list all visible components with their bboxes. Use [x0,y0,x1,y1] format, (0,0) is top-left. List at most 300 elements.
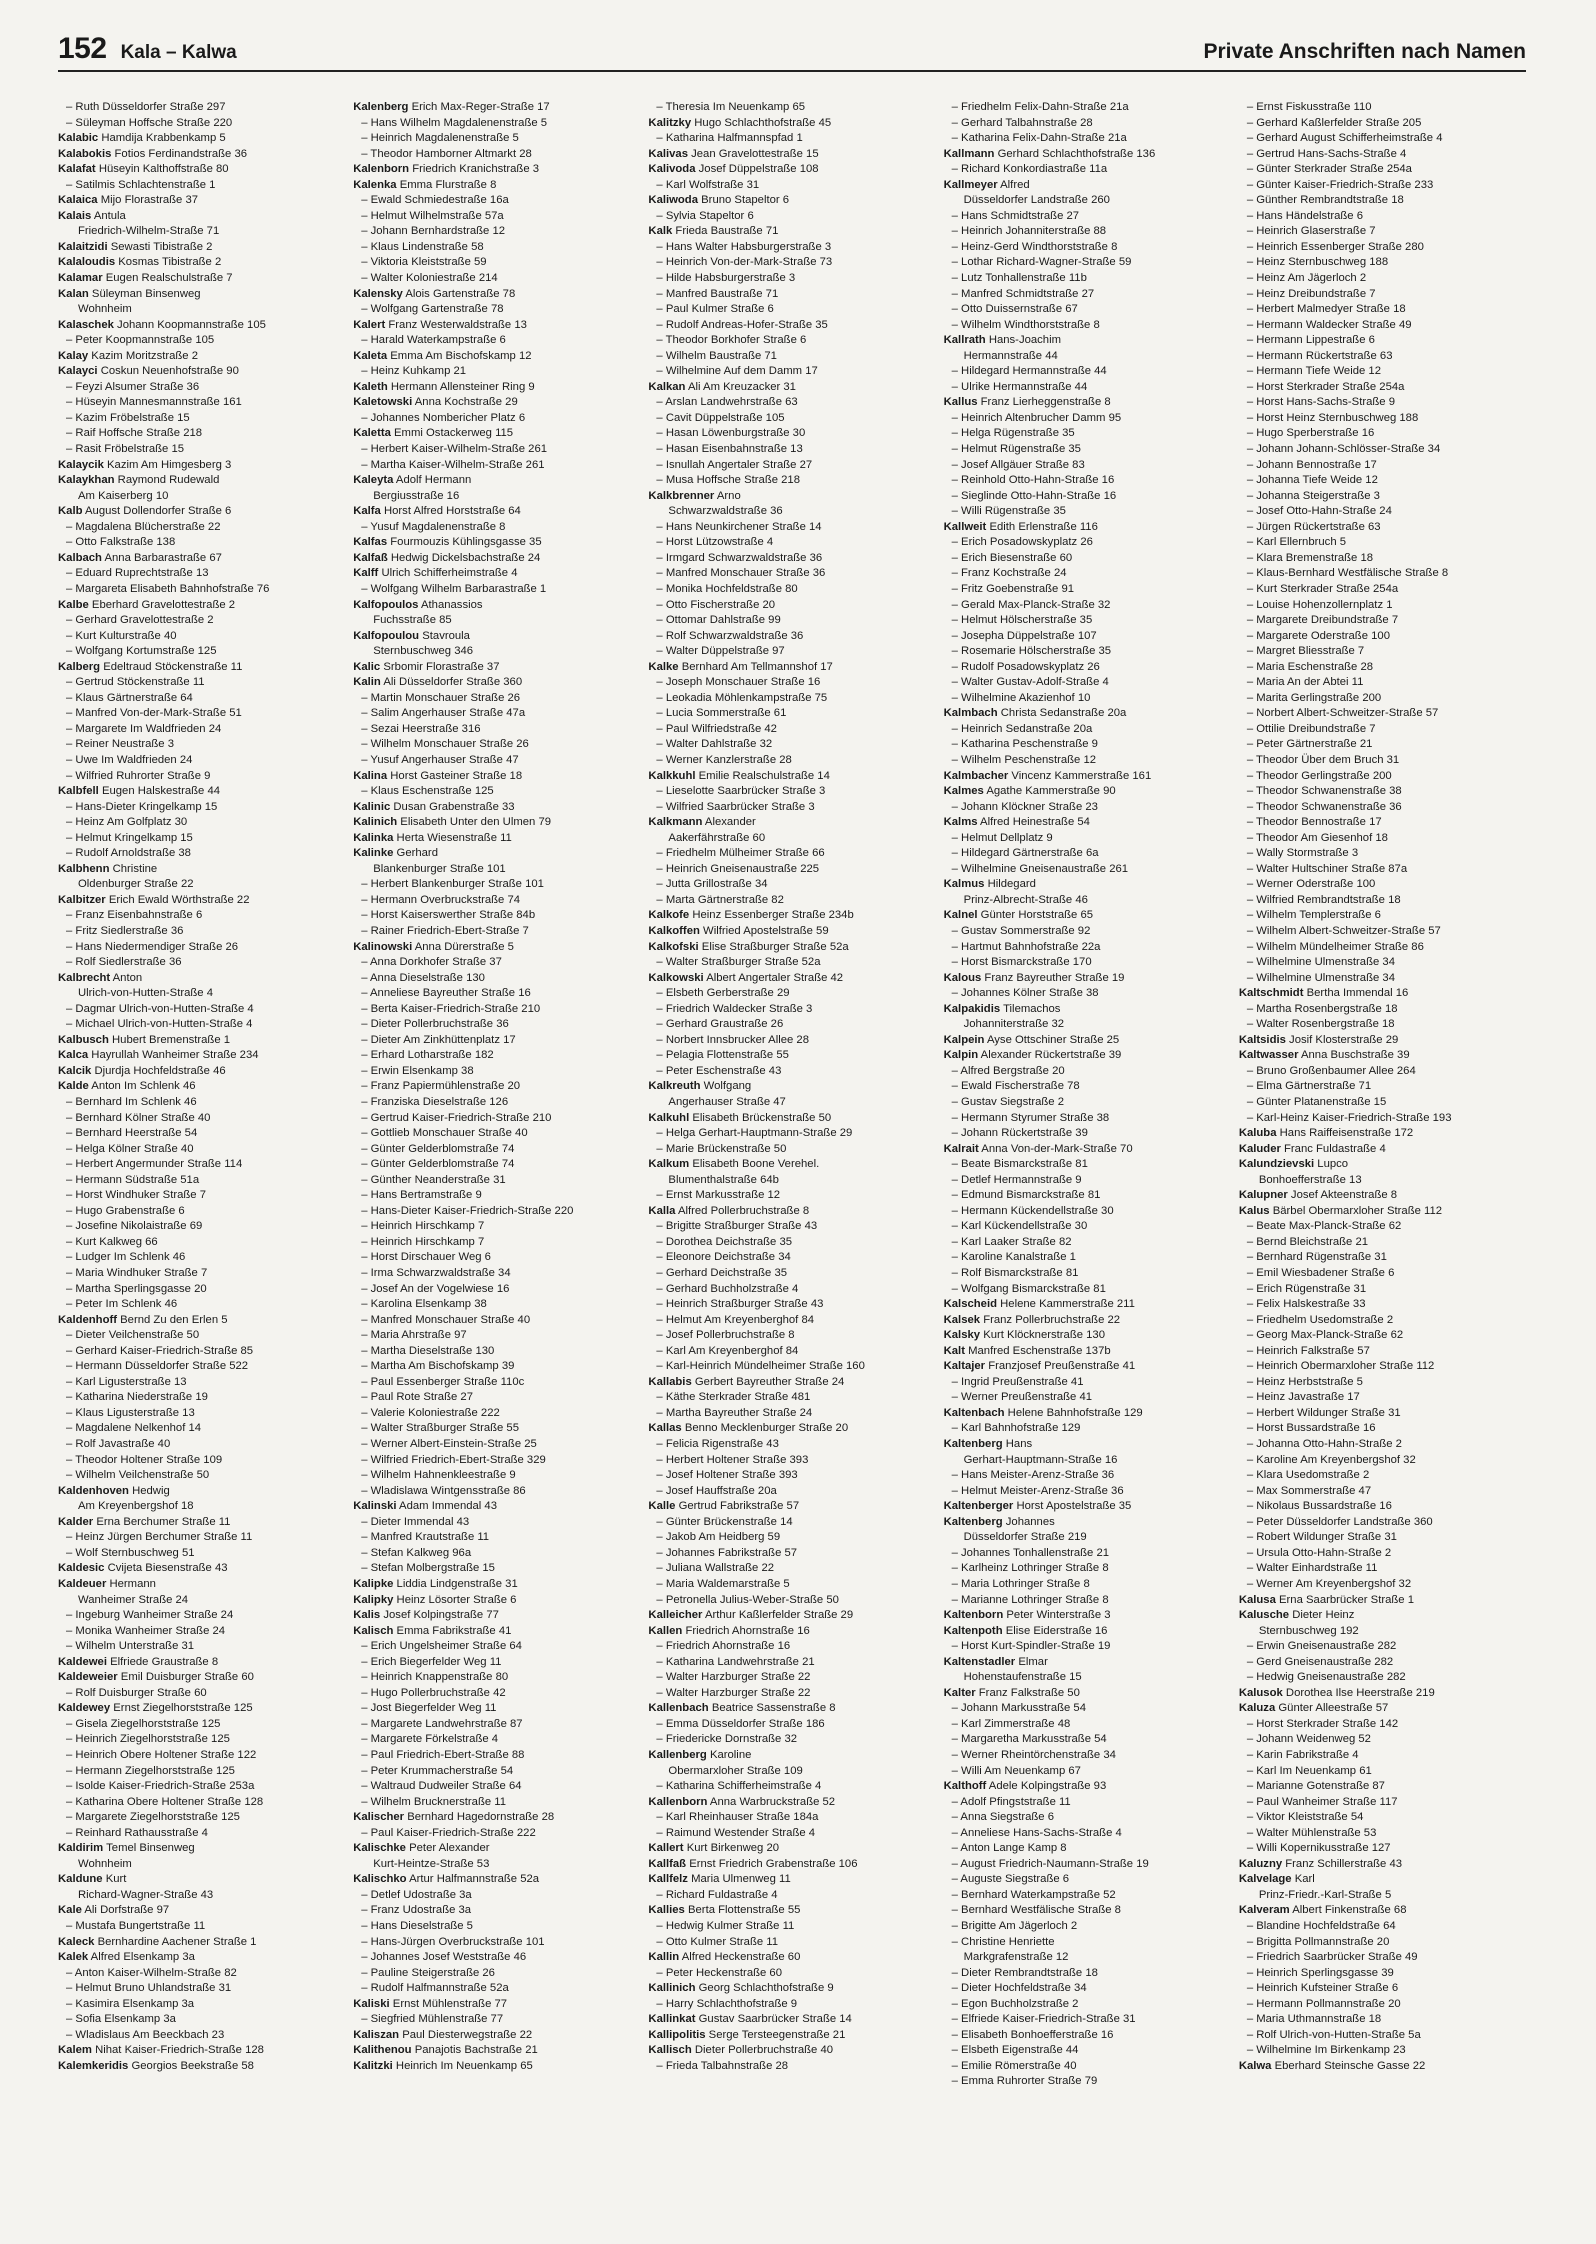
entry-details: – Johann Weidenweg 52 [1246,1733,1371,1746]
entry-details: – Robert Wildunger Straße 31 [1246,1531,1397,1544]
entry-details: Alexander [704,816,756,829]
entry-details: – Feyzi Alsumer Straße 36 [66,380,200,393]
entry-surname: Kalic [353,660,381,673]
entry-surname: Kaldenhoff [58,1313,117,1326]
directory-entry [944,1468,1231,1484]
entry-details: – Maria An der Abtei 11 [1246,676,1364,689]
entry-details: – Jutta Grillostraße 34 [656,878,768,891]
entry-details: Fourmouzis Kühlingsgasse 35 [390,536,542,549]
directory-entry [1239,1577,1526,1593]
directory-entry [648,737,935,753]
entry-details: – August Friedrich-Naumann-Straße 19 [951,1857,1149,1870]
entry-details: – Ewald Schmiedestraße 16a [361,194,509,207]
entry-details: – Karl Laaker Straße 82 [951,1235,1072,1248]
entry-details: Nihat Kaiser-Friedrich-Straße 128 [95,2044,264,2057]
directory-entry [353,349,640,365]
entry-details: – Karoline Kanalstraße 1 [951,1251,1076,1264]
entry-details: – Magdalene Nelkenhof 14 [66,1422,202,1435]
entry-details: Heinrich Im Neuenkamp 65 [395,2059,533,2072]
entry-details: – Rudolf Arnoldstraße 38 [66,847,191,860]
directory-entry [353,1017,640,1033]
entry-details: – Johanna Steigerstraße 3 [1246,489,1380,502]
directory-entry [1239,1344,1526,1360]
entry-surname: Kaltenstadler [943,1655,1016,1668]
entry-details: – Michael Ulrich-von-Hutten-Straße 4 [66,1018,253,1031]
entry-details: Franz Lierheggenstraße 8 [980,396,1111,409]
entry-details: – Wilfried Rembrandtstraße 18 [1246,893,1401,906]
entry-details: – Bernhard Heerstraße 54 [66,1127,198,1140]
directory-entry [353,1111,640,1127]
entry-details: Angerhauser Straße 47 [668,1096,786,1108]
entry-details: Emilie Realschulstraße 14 [698,769,830,782]
directory-entry [353,240,640,256]
directory-entry [353,1966,640,1982]
directory-entry [648,691,935,707]
entry-details: Anna Barbarastraße 67 [104,551,222,564]
directory-entry [944,1235,1231,1251]
directory-entry [1239,1359,1526,1375]
entry-details: Josef Düppelstraße 108 [698,163,819,176]
entry-details: – Rudolf Posadowskyplatz 26 [951,660,1100,673]
entry-details: – Felix Halskestraße 33 [1246,1298,1366,1311]
entry-details: Horst Apostelstraße 35 [1016,1500,1132,1513]
entry-details: – Helga Gerhart-Hauptmann-Straße 29 [656,1127,853,1140]
directory-entry [944,1421,1231,1437]
directory-entry [944,691,1231,707]
entry-details: – Gerhard Gravelottestraße 2 [66,614,214,627]
entry-details: – Manfred Baustraße 71 [656,287,779,300]
entry-details: – Willi Am Neuenkamp 67 [951,1764,1081,1777]
entry-details: – Rudolf Andreas-Hofer-Straße 35 [656,318,828,331]
entry-details: Franz Westerwaldstraße 13 [388,318,527,331]
directory-entry [58,1282,345,1298]
directory-entry [648,1204,935,1220]
directory-entry [1239,271,1526,287]
entry-surname: Kalbusch [58,1033,109,1046]
entry-details: Alfred Heinestraße 54 [980,816,1090,829]
entry-details: – Emil Wiesbadener Straße 6 [1246,1267,1395,1280]
entry-surname: Kalkmann [648,816,703,829]
entry-details: Hermann Allensteiner Ring 9 [390,380,535,393]
directory-entry [944,1919,1231,1935]
directory-entry [1239,644,1526,660]
entry-details: – Erich Ungelsheimer Straße 64 [361,1640,522,1653]
directory-entry [58,349,345,365]
directory-entry [353,1437,640,1453]
directory-entry [1239,1903,1526,1919]
entry-details: Horst Alfred Horststraße 64 [383,505,521,518]
directory-entry [1239,147,1526,163]
directory-entry [648,1017,935,1033]
entry-details: Emmi Ostackerweg 115 [394,427,514,440]
directory-entry [353,1686,640,1702]
directory-entry [648,644,935,660]
directory-entry [1239,240,1526,256]
directory-entry [944,489,1231,505]
directory-entry [58,2028,345,2044]
entry-details: – Margarete Im Waldfrieden 24 [66,722,222,735]
directory-entry [944,209,1231,225]
directory-entry [353,1173,640,1189]
directory-entry [1239,1841,1526,1857]
entry-details: – Manfred Monschauer Straße 40 [361,1313,531,1326]
entry-details: – Friedrich Waldecker Straße 3 [656,1002,813,1015]
directory-entry [353,1717,640,1733]
entry-details: Arno [716,489,741,502]
entry-details: – Kurt Kalkweg 66 [66,1235,158,1248]
directory-entry [944,613,1231,629]
directory-entry [58,520,345,536]
directory-entry [944,551,1231,567]
directory-entry [58,1981,345,1997]
directory-entry [1239,986,1526,1002]
entry-details: – Willi Rügenstraße 35 [951,505,1066,518]
entry-surname: Kaltenpoth [943,1624,1003,1637]
directory-entry [353,473,640,489]
entry-details: Ulrich-von-Hutten-Straße 4 [78,987,213,1000]
entry-details: – Heinrich Magdalenenstraße 5 [361,132,519,145]
entry-details: – Johannes Nombericher Platz 6 [361,411,526,424]
directory-entry [944,846,1231,862]
directory-entry [353,1235,640,1251]
entry-details: – Wladislaus Am Beeckbach 23 [66,2028,225,2041]
directory-entry [353,1188,640,1204]
entry-details: – Margarete Dreibundstraße 7 [1246,614,1399,627]
entry-details: – Detlef Hermannstraße 9 [951,1173,1082,1186]
directory-entry [944,660,1231,676]
directory-entry [1239,1966,1526,1982]
directory-entry [58,1484,345,1500]
entry-details: – Georg Max-Planck-Straße 62 [1246,1329,1404,1342]
directory-entry [58,1359,345,1375]
directory-entry [58,1950,345,1966]
entry-surname: Kallrath [943,334,986,347]
entry-details: Edith Erlenstraße 116 [989,520,1098,533]
directory-entry [58,1095,345,1111]
entry-surname: Kalin [353,676,381,689]
directory-entry [58,1546,345,1562]
directory-entry [944,1515,1231,1531]
directory-entry [353,1639,640,1655]
directory-entry [1239,1888,1526,1904]
entry-details: Anna Kochstraße 29 [414,396,518,409]
directory-entry [648,318,935,334]
directory-entry [353,1655,640,1671]
directory-entry [944,598,1231,614]
directory-entry [944,1701,1231,1717]
entry-details: – Karl Bahnhofstraße 129 [951,1422,1081,1435]
entry-details: – Elisabeth Bonhoefferstraße 16 [951,2028,1114,2041]
entry-details: – Willi Kopernikusstraße 127 [1246,1842,1391,1855]
directory-entry [58,1639,345,1655]
entry-details: – Manfred Monschauer Straße 36 [656,567,826,580]
directory-entry [944,2012,1231,2028]
entry-details: Aakerfährstraße 60 [668,831,766,844]
directory-entry [353,862,640,878]
directory-entry [1239,800,1526,816]
entry-details: – Margarete Landwehrstraße 87 [361,1717,523,1730]
entry-details: Benno Mecklenburger Straße 20 [684,1422,849,1435]
entry-details: Alfred Pollerbruchstraße 8 [677,1204,810,1217]
entry-surname: Kaliszan [353,2028,400,2041]
entry-details: – Max Sommerstraße 47 [1246,1484,1372,1497]
entry-details: – Katharina Landwehrstraße 21 [656,1655,815,1668]
entry-details: – Hilde Habsburgerstraße 3 [656,272,796,285]
directory-entry [353,1126,640,1142]
directory-entry [648,1048,935,1064]
entry-surname: Kalbhenn [58,862,110,875]
directory-entry [353,737,640,753]
entry-details: – Isnullah Angertaler Straße 27 [656,458,813,471]
entry-details: – Helga Rügenstraße 35 [951,427,1075,440]
entry-details: – Gerhard Kaßlerfelder Straße 205 [1246,116,1422,129]
entry-details: – Irma Schwarzwaldstraße 34 [361,1267,511,1280]
directory-entry [648,1997,935,2013]
entry-details: Ali Am Kreuzacker 31 [687,380,796,393]
entry-details: – Karl Am Kreyenberghof 84 [656,1344,799,1357]
directory-entry [1239,1701,1526,1717]
entry-details: – Otto Falkstraße 138 [66,536,176,549]
directory-entry [58,1235,345,1251]
entry-details: – Anneliese Bayreuther Straße 16 [361,987,531,1000]
directory-entry [353,1670,640,1686]
entry-details: – Karl Im Neuenkamp 61 [1246,1764,1372,1777]
directory-entry [648,629,935,645]
entry-surname: Kallipolitis [648,2028,706,2041]
directory-entry [58,1732,345,1748]
directory-entry [648,1219,935,1235]
entry-details: – Margarete Ziegelhorststraße 125 [66,1811,240,1824]
entry-surname: Kalina [353,769,388,782]
directory-entry [353,1079,640,1095]
entry-details: – Wilhelm Mündelheimer Straße 86 [1246,940,1424,953]
directory-entry [353,1950,640,1966]
directory-entry [648,380,935,396]
entry-details: Schwarzwaldstraße 36 [668,505,783,518]
entry-details: – Heinrich Hirschkamp 7 [361,1235,485,1248]
entry-details: – Ewald Fischerstraße 78 [951,1080,1080,1093]
entry-details: – Walter Mühlenstraße 53 [1246,1826,1377,1839]
entry-details: Hans-Joachim [988,334,1062,347]
entry-details: Ulrich Schifferheimstraße 4 [381,567,518,580]
directory-entry [648,831,935,847]
directory-entry [648,1966,935,1982]
entry-surname: Kallin [648,1951,680,1964]
directory-entry [944,193,1231,209]
entry-details: – Gerhard Talbahnstraße 28 [951,116,1093,129]
entry-details: Oldenburger Straße 22 [78,878,194,891]
entry-details: – Hermann Südstraße 51a [66,1173,200,1186]
directory-entry [353,1997,640,2013]
directory-entry [648,1748,935,1764]
directory-entry [944,1111,1231,1127]
entry-details: Friedrich Ahornstraße 16 [685,1624,810,1637]
entry-surname: Kalcik [58,1064,92,1077]
entry-surname: Kaleck [58,1935,95,1948]
entry-details: – Irmgard Schwarzwaldstraße 36 [656,551,823,564]
directory-entry [648,1624,935,1640]
entry-details: – Louise Hohenzollernplatz 1 [1246,598,1393,611]
entry-details: – Mustafa Bungertstraße 11 [66,1919,206,1932]
directory-entry [648,349,935,365]
entry-surname: Kalleicher [648,1609,703,1622]
entry-surname: Kalfa [353,505,381,518]
entry-details: – Dieter Pollerbruchstraße 36 [361,1018,509,1031]
entry-details: Elise Straßburger Straße 52a [701,940,849,953]
entry-details: Beatrice Sassenstraße 8 [711,1702,836,1715]
entry-details: – Gerhard Graustraße 26 [656,1018,784,1031]
directory-entry [58,551,345,567]
entry-details: Düsseldorfer Straße 219 [963,1531,1087,1544]
entry-details: – Karl Wolfstraße 31 [656,178,760,191]
entry-details: – Theodor Gerlingstraße 200 [1246,769,1392,782]
entry-details: – Johann Bernhardstraße 12 [361,225,506,238]
entry-details: Friedrich-Wilhelm-Straße 71 [78,225,220,238]
directory-entry [944,1593,1231,1609]
entry-details: – Wilhelmine Ulmenstraße 34 [1246,956,1395,969]
directory-entry [353,131,640,147]
directory-entry [944,769,1231,785]
directory-entry [1239,520,1526,536]
entry-details: Alois Gartenstraße 78 [405,287,516,300]
directory-entry [58,131,345,147]
entry-details: Christine [112,862,158,875]
entry-details: – Hans-Jürgen Overbruckstraße 101 [361,1935,545,1948]
entry-surname: Kalenborn [353,163,410,176]
directory-entry [944,1670,1231,1686]
entry-details: – Emilie Römerstraße 40 [951,2059,1077,2072]
entry-details: – Reiner Neustraße 3 [66,738,174,751]
directory-entry [1239,1064,1526,1080]
entry-details: Sternbuschweg 192 [1258,1624,1359,1637]
entry-details: – Werner Preußenstraße 41 [951,1391,1093,1404]
entry-details: – Peter Heckenstraße 60 [656,1966,782,1979]
entry-details: Franz Pollerbruchstraße 22 [983,1313,1121,1326]
entry-details: Hermann [109,1577,156,1590]
entry-details: – Paul Wilfriedstraße 42 [656,722,777,735]
directory-entry [944,1779,1231,1795]
directory-entry [1239,924,1526,940]
directory-entry [1239,1095,1526,1111]
directory-entry [1239,2028,1526,2044]
directory-entry [353,566,640,582]
entry-surname: Kallabis [648,1375,692,1388]
directory-entry [1239,1375,1526,1391]
entry-details: – Rolf Ulrich-von-Hutten-Straße 5a [1246,2028,1421,2041]
directory-entry [944,1608,1231,1624]
directory-entry [648,1732,935,1748]
entry-details: – Katharina Obere Holtener Straße 128 [66,1795,264,1808]
directory-entry [1239,1857,1526,1873]
directory-entry [944,2028,1231,2044]
directory-entry [648,722,935,738]
directory-entry [1239,551,1526,567]
entry-details: – Christine Henriette [951,1935,1055,1948]
entry-details: – Karl-Heinrich Mündelheimer Straße 160 [656,1360,865,1373]
entry-surname: Kallisch [648,2044,692,2057]
directory-entry [353,1095,640,1111]
directory-entry [648,1344,935,1360]
entry-details: – Harald Waterkampstraße 6 [361,334,506,347]
entry-details: Bernhardine Aachener Straße 1 [97,1935,257,1948]
directory-entry [944,535,1231,551]
directory-entry [1239,364,1526,380]
directory-entry [58,784,345,800]
entry-surname: Kalus [1238,1204,1270,1217]
entry-details: – Monika Wanheimer Straße 24 [66,1624,226,1637]
entry-surname: Kalaykhan [58,474,115,487]
entry-details: – Helmut Rügenstraße 35 [951,443,1081,456]
entry-surname: Kaleth [353,380,388,393]
directory-entry [58,442,345,458]
entry-details: – Friedrich Ahornstraße 16 [656,1640,791,1653]
entry-surname: Kalmes [943,785,984,798]
directory-entry [944,1266,1231,1282]
entry-details: – Egon Buchholzstraße 2 [951,1997,1079,2010]
entry-surname: Kalfopoulos [353,598,419,611]
entry-details: – Valerie Koloniestraße 222 [361,1406,500,1419]
directory-entry [58,1328,345,1344]
entry-surname: Kaldeuer [58,1577,107,1590]
directory-entry [1239,116,1526,132]
directory-entry [648,147,935,163]
page-number: 152 [58,32,107,65]
directory-entry [1239,1111,1526,1127]
entry-details: – Erich Biesenstraße 60 [951,551,1073,564]
entry-details: – Magdalena Blücherstraße 22 [66,520,221,533]
directory-entry [58,1266,345,1282]
entry-details: Wohnheim [78,1857,132,1870]
entry-surname: Kalaschek [58,318,114,331]
entry-details: Manfred Eschenstraße 137b [968,1344,1111,1357]
entry-details: Artur Halfmannstraße 52a [409,1873,540,1886]
entry-details: Anna Buschstraße 39 [1300,1049,1410,1062]
entry-details: – Nikolaus Bussardstraße 16 [1246,1500,1392,1513]
entry-surname: Kalsek [943,1313,981,1326]
directory-entry [58,753,345,769]
entry-details: Kazim Am Himgesberg 3 [107,458,232,471]
directory-entry [353,769,640,785]
directory-entry [353,1359,640,1375]
entry-details: Srbomir Florastraße 37 [383,660,500,673]
entry-details: – Dorothea Deichstraße 35 [656,1235,793,1248]
entry-details: – Theresia Im Neuenkamp 65 [656,101,806,113]
directory-entry [648,240,935,256]
directory-entry [944,1002,1231,1018]
directory-entry [1239,784,1526,800]
directory-entry [648,2043,935,2059]
directory-entry [944,566,1231,582]
directory-entry [944,706,1231,722]
entry-details: Fuchsstraße 85 [373,614,452,627]
entry-details: – Erich Rügenstraße 31 [1246,1282,1367,1295]
entry-details: – Jost Biegerfelder Weg 11 [361,1702,497,1715]
entry-details: – Werner Oderstraße 100 [1246,878,1376,891]
entry-details: – Hüseyin Mannesmannstraße 161 [66,396,242,409]
directory-entry [58,1903,345,1919]
entry-surname: Kalpakidis [943,1002,1001,1015]
directory-entry [1239,1173,1526,1189]
directory-entry [944,1686,1231,1702]
entry-details: – Marie Brückenstraße 50 [656,1142,787,1155]
directory-entry [944,458,1231,474]
entry-details: – Theodor Hamborner Altmarkt 28 [361,147,532,160]
entry-details: – Hermann Düsseldorfer Straße 522 [66,1360,249,1373]
entry-details: – Gerd Gneisenaustraße 282 [1246,1655,1394,1668]
entry-surname: Kalay [58,349,89,362]
entry-details: Hüseyin Kalthoffstraße 80 [98,163,229,176]
directory-entry [1239,1282,1526,1298]
